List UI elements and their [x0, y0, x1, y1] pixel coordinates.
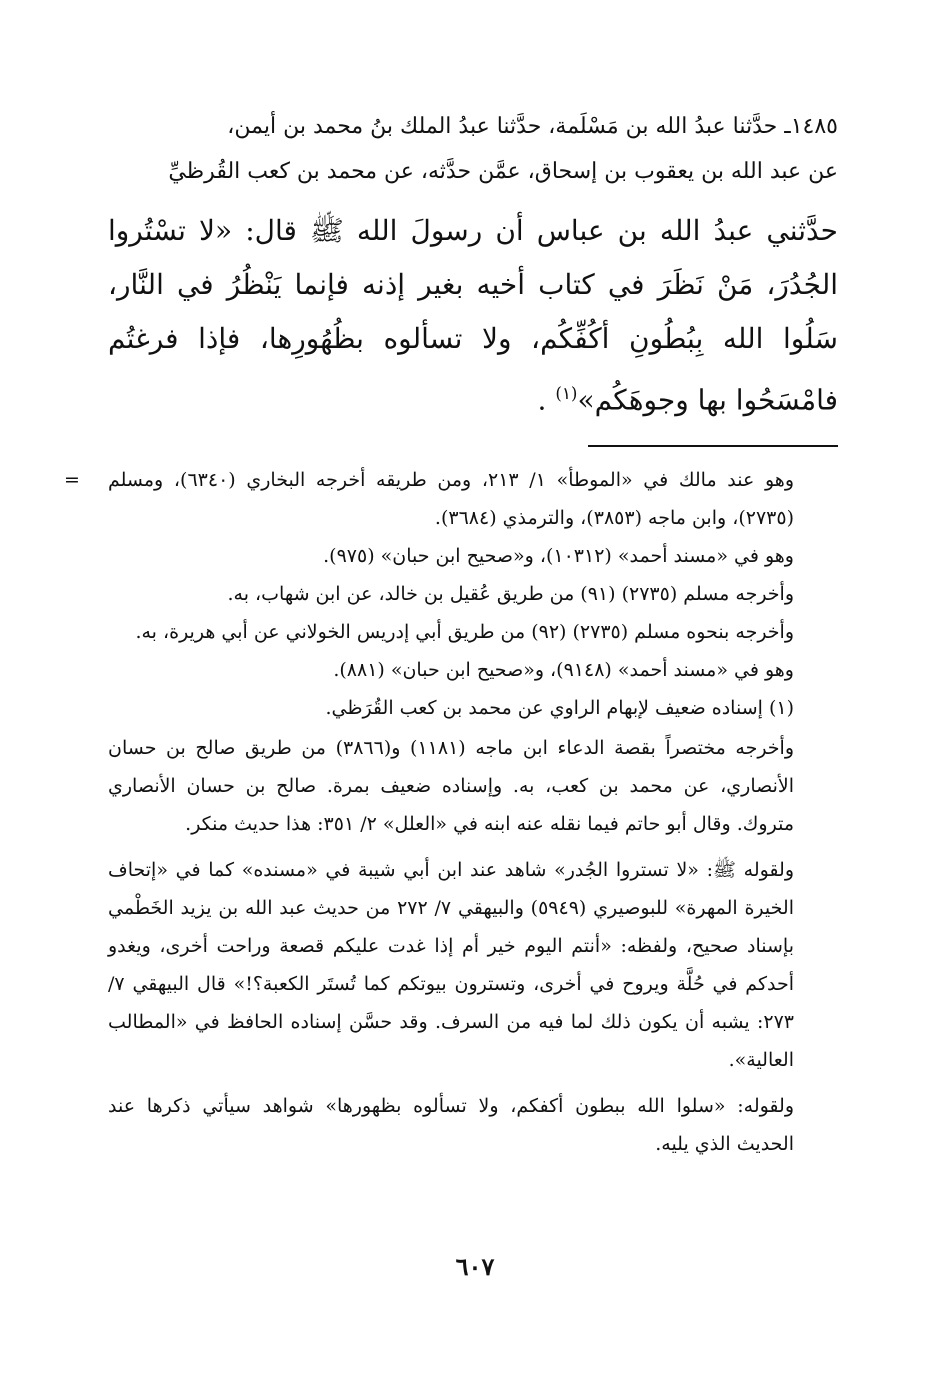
footnote-paragraph: وهو في «مسند أحمد» (١٠٣١٢)، و«صحيح ابن حبان» (٩٧٥). [323, 545, 794, 568]
footnotes [64, 461, 838, 1163]
isnad-line-1: ١٤٨٥ـ حدَّثنا عبدُ الله بن مَسْلَمة، حدَّثنا عبدُ الملك بنُ محمد بن أيمن، [227, 114, 838, 139]
footnote-paragraph: ولقوله ﷺ: «لا تستروا الجُدر» شاهد عند ابن أبي شيبة في «مسنده» كما في «إتحاف الخيرة المهرة» للبوصيري (٥٩٤٩) والبيهقي ٧/ ٢٧٢ من حديث عبد الله بن يزيد الخَطْمي بإسناد صحيح، ولفظه: «أنتم اليوم خير أم إذا غدت عليكم قصعة وراحت أخرى، ويغدو أحدكم في حُلَّة ويروح في أخرى، وتسترون بيوتكم كما تُستَر الكعبة؟!» قال البيهقي ٧/ ٢٧٣: يشبه أن يكون ذلك لما فيه من السرف. وقد حسَّن إسناده الحافظ في «المطالب العالية». [108, 859, 794, 1072]
page-body [64, 104, 838, 1163]
footnote-paragraph: وأخرجه مسلم (٢٧٣٥) (٩١) من طريق عُقيل بن خالد، عن ابن شهاب، به. [227, 583, 794, 606]
hadith-matn [108, 204, 838, 427]
isnad-line-2: عن عبد الله بن يعقوب بن إسحاق، عمَّن حدَّثه، عن محمد بن كعب القُرظيِّ [168, 159, 838, 184]
page-number: ٦٠٧ [455, 1252, 495, 1281]
matn-end: . [537, 383, 547, 417]
matn-text: حدَّثني عبدُ الله بن عباس أن رسولَ الله ﷺ قال: «لا تسْتُروا الجُدُرَ، مَنْ نَظَرَ في كتاب أخيه بغير إذنه فإنما يَنْظُرُ في النَّار، سَلُوا الله بِبُطُونِ أكُفِّكُم، ولا تسألوه بظُهُورِها، فإذا فرغتُم فامْسَحُوا بها وجوهَكُم» [108, 214, 838, 417]
footnote-paragraph: وهو في «مسند أحمد» (٩١٤٨)، و«صحيح ابن حبان» (٨٨١). [333, 659, 794, 682]
footnote-1: (١) إسناده ضعيف لإبهام الراوي عن محمد بن كعب القُرَظي. [325, 697, 794, 720]
footnote-paragraph: وهو عند مالك في «الموطأ» ١/ ٢١٣، ومن طريقه أخرجه البخاري (٦٣٤٠)، ومسلم (٢٧٣٥)، وابن ماجه (٣٨٥٣)، والترمذي (٣٦٨٤). [108, 469, 795, 530]
footnote-paragraph: وأخرجه مختصراً بقصة الدعاء ابن ماجه (١١٨١) و(٣٨٦٦) من طريق صالح بن حسان الأنصاري، عن محمد بن كعب، به. وإسناده ضعيف بمرة. صالح بن حسان الأنصاري متروك. وقال أبو حاتم فيما نقله عنه ابنه في «العلل» ٢/ ٣٥١: هذا حديث منكر. [108, 737, 794, 836]
hadith-isnad [108, 104, 838, 194]
footnote-separator [588, 445, 838, 447]
footnote-paragraph: ولقوله: «سلوا الله ببطون أكفكم، ولا تسألوه بظهورها» شواهد سيأتي ذكرها عند الحديث الذي يليه. [108, 1095, 794, 1156]
footnote-ref: (١) [555, 383, 578, 403]
footnote-paragraph: وأخرجه بنحوه مسلم (٢٧٣٥) (٩٢) من طريق أبي إدريس الخولاني عن أبي هريرة، به. [135, 621, 794, 644]
continuation-marker: = [64, 469, 80, 492]
